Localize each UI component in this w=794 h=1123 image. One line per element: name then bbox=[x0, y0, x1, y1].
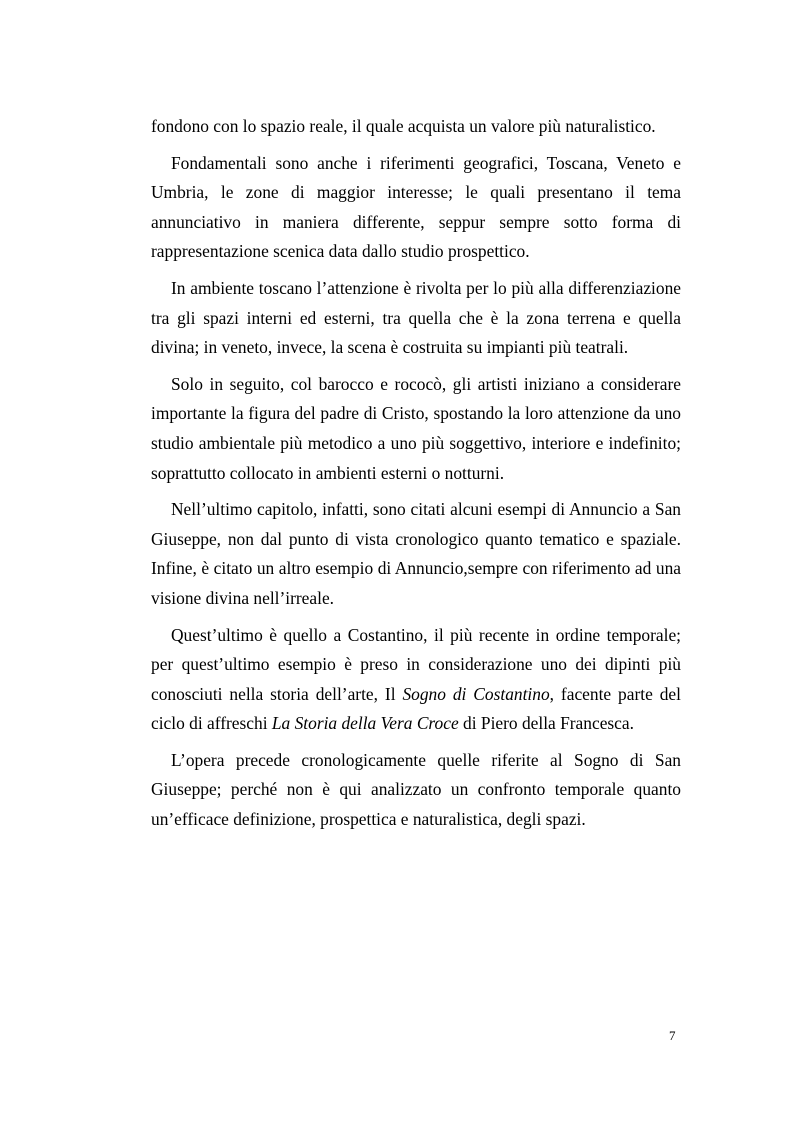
painting-title-sogno-di-costantino: Sogno di Costantino bbox=[402, 683, 550, 704]
paragraph-text: , facente parte del ciclo di affreschi bbox=[151, 683, 681, 734]
page-number: 7 bbox=[669, 1028, 676, 1043]
paragraph: L’opera precede cronologicamente quelle riferite al Sogno di San Giuseppe; perché non è qui analizzato un confronto temporale quanto un’efficace definizione, prospettica e naturalistica, degli spazi. bbox=[151, 749, 681, 830]
paragraph: In ambiente toscano l’attenzione è rivolta per lo più alla differenziazione tra gli spazi interni ed esterni, tra quella che è la zona terrena e quella divina; in veneto, invece, la scena è costruita su impianti più teatrali. bbox=[151, 277, 681, 358]
paragraph: Nell’ultimo capitolo, infatti, sono citati alcuni esempi di Annuncio a San Giuseppe, non dal punto di vista cronologico quanto tematico e spaziale. Infine, è citato un altro esempio di Annuncio,sempre con riferimento ad una visione divina nell’irreale. bbox=[151, 499, 681, 608]
body-text bbox=[151, 112, 681, 842]
paragraph-text: Quest’ultimo è quello a Costantino, il più recente in ordine temporale; per quest’ultimo esempio è preso in considerazione uno dei dipinti più conosciuti nella storia dell’arte, Il bbox=[151, 624, 681, 704]
paragraph: fondono con lo spazio reale, il quale acquista un valore più naturalistico. bbox=[151, 116, 656, 136]
paragraph-text: di Piero della Francesca. bbox=[458, 713, 634, 734]
paragraph: Solo in seguito, col barocco e rococò, gli artisti iniziano a considerare importante la figura del padre di Cristo, spostando la loro attenzione da uno studio ambientale più metodico a uno più soggettivo, interiore e indefinito; soprattutto collocato in ambienti esterni o notturni. bbox=[151, 373, 681, 483]
paragraph: Fondamentali sono anche i riferimenti geografici, Toscana, Veneto e Umbria, le zone di maggior interesse; le quali presentano il tema annunciativo in maniera differente, seppur sempre sotto forma di rappresentazione scenica data dallo studio prospettico. bbox=[151, 152, 681, 262]
paragraph bbox=[151, 621, 681, 739]
fresco-cycle-title: La Storia della Vera Croce bbox=[271, 713, 459, 734]
